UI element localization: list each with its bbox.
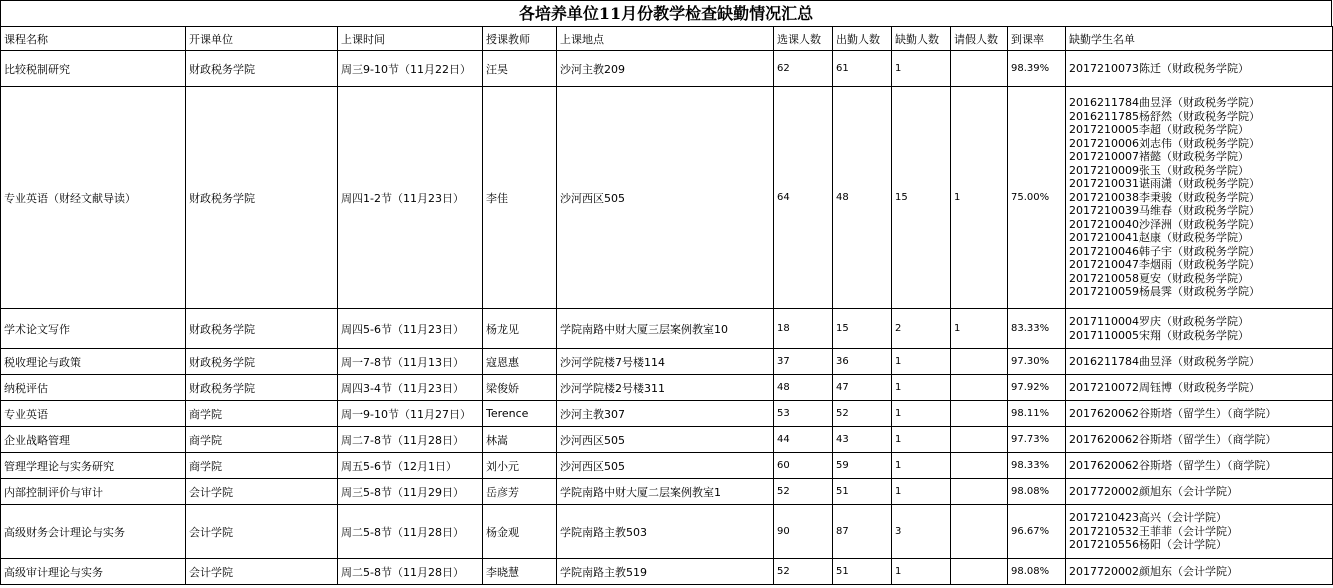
absent-student: 2017210005李超（财政税务学院） (1069, 123, 1249, 137)
cell-course[interactable]: 高级审计理论与实务 (1, 559, 186, 585)
cell-rate[interactable]: 98.08% (1008, 559, 1066, 585)
cell-leave[interactable]: 1 (951, 309, 1008, 349)
cell-present[interactable]: 36 (833, 349, 892, 375)
table-row (1, 87, 1333, 309)
cell-time[interactable]: 周四5-6节（11月23日） (338, 309, 483, 349)
absent-student: 2017210072周钰博（财政税务学院） (1069, 380, 1260, 394)
table-row (1, 401, 1333, 427)
absent-student: 2017210040沙泽洲（财政税务学院） (1069, 217, 1260, 231)
cell-enrolled[interactable]: 53 (774, 401, 833, 427)
cell-time[interactable]: 周四3-4节（11月23日） (338, 375, 483, 401)
absent-student: 2016211784曲昱泽（财政税务学院） (1069, 96, 1260, 110)
cell-unit[interactable]: 商学院 (186, 401, 338, 427)
cell-absent[interactable]: 1 (892, 479, 951, 505)
cell-location[interactable]: 学院南路中财大厦三层案例教室10 (557, 309, 774, 349)
absent-student: 2017210423高兴（会计学院） (1069, 511, 1227, 525)
absent-student: 2017210556杨阳（会计学院） (1069, 538, 1227, 552)
cell-teacher[interactable]: 林嵩 (483, 427, 557, 453)
absent-student: 2017210058夏安（财政税务学院） (1069, 271, 1249, 285)
cell-absent[interactable]: 1 (892, 427, 951, 453)
cell-enrolled[interactable]: 44 (774, 427, 833, 453)
cell-present[interactable]: 47 (833, 375, 892, 401)
cell-rate[interactable]: 96.67% (1008, 505, 1066, 559)
absent-student: 2017210007褚懿（财政税务学院） (1069, 150, 1249, 164)
cell-unit[interactable]: 财政税务学院 (186, 87, 338, 309)
absent-student: 2017110004罗庆（财政税务学院） (1069, 315, 1249, 328)
cell-time[interactable]: 周一7-8节（11月13日） (338, 349, 483, 375)
cell-leave[interactable] (951, 479, 1008, 505)
cell-enrolled[interactable]: 37 (774, 349, 833, 375)
cell-teacher[interactable]: 杨龙见 (483, 309, 557, 349)
cell-present[interactable]: 15 (833, 309, 892, 349)
cell-location[interactable]: 学院南路主教519 (557, 559, 774, 585)
absent-student: 2017620062谷斯塔（留学生）（商学院） (1069, 432, 1277, 446)
absent-student: 2016211784曲昱泽（财政税务学院） (1069, 354, 1260, 368)
table-body (1, 51, 1333, 585)
cell-rate[interactable]: 97.30% (1008, 349, 1066, 375)
cell-leave[interactable] (951, 505, 1008, 559)
cell-time[interactable]: 周四1-2节（11月23日） (338, 87, 483, 309)
cell-location[interactable]: 沙河学院楼7号楼114 (557, 349, 774, 375)
header-absent: 缺勤人数 (892, 27, 951, 51)
cell-present[interactable]: 51 (833, 479, 892, 505)
cell-leave[interactable] (951, 401, 1008, 427)
cell-course[interactable]: 纳税评估 (1, 375, 186, 401)
cell-location[interactable]: 沙河主教209 (557, 51, 774, 87)
cell-time[interactable]: 周二5-8节（11月28日） (338, 559, 483, 585)
table-row (1, 349, 1333, 375)
cell-absent[interactable]: 1 (892, 349, 951, 375)
cell-location[interactable]: 学院南路主教503 (557, 505, 774, 559)
cell-unit[interactable]: 商学院 (186, 427, 338, 453)
cell-enrolled[interactable]: 48 (774, 375, 833, 401)
cell-students[interactable] (1066, 51, 1333, 87)
cell-enrolled[interactable]: 90 (774, 505, 833, 559)
absent-student: 2017210047李烟雨（财政税务学院） (1069, 258, 1260, 272)
absent-student: 2017210006刘志伟（财政税务学院） (1069, 136, 1260, 150)
cell-absent[interactable]: 1 (892, 375, 951, 401)
table-row (1, 479, 1333, 505)
table-row (1, 453, 1333, 479)
cell-teacher[interactable]: 杨金观 (483, 505, 557, 559)
cell-students[interactable] (1066, 375, 1333, 401)
cell-enrolled[interactable]: 52 (774, 479, 833, 505)
sheet-title: 各培养单位11月份教学检查缺勤情况汇总 (0, 0, 1332, 26)
header-time: 上课时间 (338, 27, 483, 51)
cell-rate[interactable]: 98.11% (1008, 401, 1066, 427)
cell-present[interactable]: 61 (833, 51, 892, 87)
cell-enrolled[interactable]: 62 (774, 51, 833, 87)
cell-location[interactable]: 沙河西区505 (557, 427, 774, 453)
table-row (1, 375, 1333, 401)
absent-student: 2017210038李秉骏（财政税务学院） (1069, 190, 1260, 204)
cell-enrolled[interactable]: 52 (774, 559, 833, 585)
cell-leave[interactable] (951, 559, 1008, 585)
cell-students[interactable] (1066, 349, 1333, 375)
cell-present[interactable]: 87 (833, 505, 892, 559)
cell-course[interactable]: 比较税制研究 (1, 51, 186, 87)
cell-course[interactable]: 管理学理论与实务研究 (1, 453, 186, 479)
cell-rate[interactable]: 98.33% (1008, 453, 1066, 479)
cell-time[interactable]: 周一9-10节（11月27日） (338, 401, 483, 427)
table-row (1, 309, 1333, 349)
cell-enrolled[interactable]: 18 (774, 309, 833, 349)
table-row (1, 427, 1333, 453)
cell-teacher[interactable]: 梁俊娇 (483, 375, 557, 401)
table-row (1, 505, 1333, 559)
cell-course[interactable]: 内部控制评价与审计 (1, 479, 186, 505)
cell-teacher[interactable]: 李佳 (483, 87, 557, 309)
absent-student: 2017620062谷斯塔（留学生）（商学院） (1069, 458, 1277, 472)
cell-absent[interactable]: 2 (892, 309, 951, 349)
cell-teacher[interactable]: 汪昊 (483, 51, 557, 87)
cell-students[interactable] (1066, 559, 1333, 585)
cell-teacher[interactable]: 李晓慧 (483, 559, 557, 585)
cell-present[interactable]: 51 (833, 559, 892, 585)
absent-student: 2017210041赵康（财政税务学院） (1069, 231, 1249, 245)
cell-location[interactable]: 学院南路中财大厦二层案例教室1 (557, 479, 774, 505)
cell-unit[interactable]: 财政税务学院 (186, 349, 338, 375)
cell-absent[interactable]: 1 (892, 401, 951, 427)
cell-unit[interactable]: 会计学院 (186, 505, 338, 559)
header-row (1, 27, 1333, 51)
cell-unit[interactable]: 财政税务学院 (186, 375, 338, 401)
cell-absent[interactable]: 1 (892, 51, 951, 87)
absent-student: 2017210039马维春（财政税务学院） (1069, 204, 1260, 218)
cell-teacher[interactable]: 刘小元 (483, 453, 557, 479)
header-location: 上课地点 (557, 27, 774, 51)
cell-time[interactable]: 周三9-10节（11月22日） (338, 51, 483, 87)
cell-rate[interactable]: 97.92% (1008, 375, 1066, 401)
cell-students[interactable] (1066, 87, 1333, 309)
cell-leave[interactable] (951, 427, 1008, 453)
cell-students[interactable] (1066, 505, 1333, 559)
cell-time[interactable]: 周二5-8节（11月28日） (338, 505, 483, 559)
cell-time[interactable]: 周三5-8节（11月29日） (338, 479, 483, 505)
cell-rate[interactable]: 75.00% (1008, 87, 1066, 309)
cell-course[interactable]: 专业英语 (1, 401, 186, 427)
header-teacher: 授课教师 (483, 27, 557, 51)
table-row (1, 559, 1333, 585)
cell-rate[interactable]: 98.39% (1008, 51, 1066, 87)
cell-enrolled[interactable]: 64 (774, 87, 833, 309)
header-unit: 开课单位 (186, 27, 338, 51)
cell-students[interactable] (1066, 427, 1333, 453)
cell-absent[interactable]: 15 (892, 87, 951, 309)
cell-present[interactable]: 59 (833, 453, 892, 479)
cell-students[interactable] (1066, 309, 1333, 349)
cell-leave[interactable] (951, 453, 1008, 479)
header-enrolled: 选课人数 (774, 27, 833, 51)
cell-students[interactable] (1066, 453, 1333, 479)
absent-student: 2017210059杨晨霁（财政税务学院） (1069, 285, 1260, 299)
absent-student: 2017210031谌雨潇（财政税务学院） (1069, 177, 1260, 191)
cell-leave[interactable] (951, 375, 1008, 401)
header-leave: 请假人数 (951, 27, 1008, 51)
cell-leave[interactable] (951, 349, 1008, 375)
cell-present[interactable]: 43 (833, 427, 892, 453)
cell-students[interactable] (1066, 479, 1333, 505)
cell-absent[interactable]: 3 (892, 505, 951, 559)
table-row (1, 51, 1333, 87)
absent-student: 2017210073陈迁（财政税务学院） (1069, 61, 1249, 75)
cell-course[interactable]: 高级财务会计理论与实务 (1, 505, 186, 559)
absent-student: 2017210532王菲菲（会计学院） (1069, 524, 1238, 538)
cell-absent[interactable]: 1 (892, 453, 951, 479)
header-students: 缺勤学生名单 (1066, 27, 1333, 51)
cell-enrolled[interactable]: 60 (774, 453, 833, 479)
cell-course[interactable]: 学术论文写作 (1, 309, 186, 349)
header-present: 出勤人数 (833, 27, 892, 51)
cell-students[interactable] (1066, 401, 1333, 427)
cell-present[interactable]: 48 (833, 87, 892, 309)
cell-location[interactable]: 沙河学院楼2号楼311 (557, 375, 774, 401)
cell-unit[interactable]: 会计学院 (186, 559, 338, 585)
absent-student: 2016211785杨舒然（财政税务学院） (1069, 109, 1260, 123)
cell-course[interactable]: 税收理论与政策 (1, 349, 186, 375)
header-course: 课程名称 (1, 27, 186, 51)
cell-time[interactable]: 周五5-6节（12月1日） (338, 453, 483, 479)
header-rate: 到课率 (1008, 27, 1066, 51)
cell-location[interactable]: 沙河主教307 (557, 401, 774, 427)
absent-student: 2017720002颜旭东（会计学院） (1069, 484, 1238, 498)
cell-teacher[interactable]: 岳彦芳 (483, 479, 557, 505)
cell-course[interactable]: 企业战略管理 (1, 427, 186, 453)
cell-course[interactable]: 专业英语（财经文献导读） (1, 87, 186, 309)
cell-present[interactable]: 52 (833, 401, 892, 427)
absent-student: 2017210046韩子宇（财政税务学院） (1069, 244, 1260, 258)
cell-leave[interactable] (951, 51, 1008, 87)
cell-rate[interactable]: 97.73% (1008, 427, 1066, 453)
absent-student: 2017210009张玉（财政税务学院） (1069, 163, 1249, 177)
absent-student: 2017720002颜旭东（会计学院） (1069, 564, 1238, 578)
cell-time[interactable]: 周二7-8节（11月28日） (338, 427, 483, 453)
absent-student: 2017620062谷斯塔（留学生）（商学院） (1069, 406, 1277, 420)
cell-rate[interactable]: 98.08% (1008, 479, 1066, 505)
cell-leave[interactable]: 1 (951, 87, 1008, 309)
cell-location[interactable]: 沙河西区505 (557, 87, 774, 309)
cell-absent[interactable]: 1 (892, 559, 951, 585)
cell-location[interactable]: 沙河西区505 (557, 453, 774, 479)
cell-unit[interactable]: 会计学院 (186, 479, 338, 505)
cell-unit[interactable]: 商学院 (186, 453, 338, 479)
absence-table (0, 26, 1333, 585)
cell-rate[interactable]: 83.33% (1008, 309, 1066, 349)
cell-unit[interactable]: 财政税务学院 (186, 51, 338, 87)
absent-student: 2017110005宋翔（财政税务学院） (1069, 328, 1249, 342)
cell-unit[interactable]: 财政税务学院 (186, 309, 338, 349)
cell-teacher[interactable]: Terence (483, 401, 557, 427)
cell-teacher[interactable]: 寇恩惠 (483, 349, 557, 375)
